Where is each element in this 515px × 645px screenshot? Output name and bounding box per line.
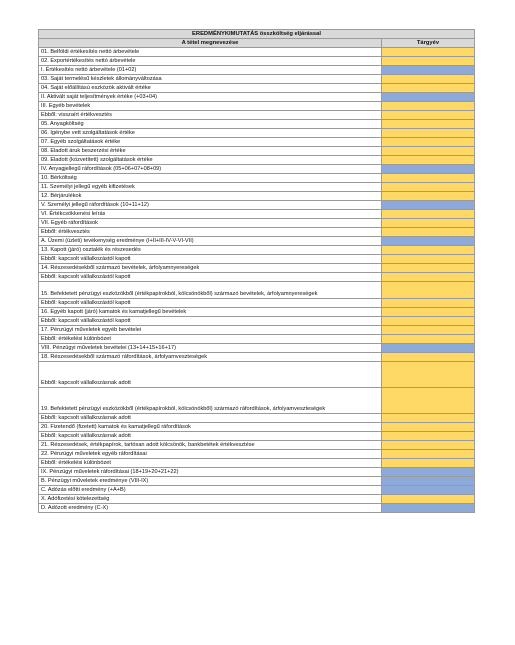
row-label: IV. Anyagjellegű ráfordítások (05+06+07+08+09) bbox=[39, 165, 382, 174]
row-label: B. Pénzügyi műveletek eredménye (VIII-IX) bbox=[39, 477, 382, 486]
row-label: Ebből: értékvesztés bbox=[39, 228, 382, 237]
table-row bbox=[39, 504, 475, 513]
table-row bbox=[39, 156, 475, 165]
value-input-cell[interactable] bbox=[382, 441, 475, 450]
sheet-title: EREDMÉNYKIMUTATÁS összköltség eljárással bbox=[39, 30, 475, 39]
table-row bbox=[39, 326, 475, 335]
item-name-header: A tétel megnevezése bbox=[39, 39, 382, 48]
row-label: VII. Egyéb ráfordítások bbox=[39, 219, 382, 228]
value-input-cell[interactable] bbox=[382, 264, 475, 273]
table-row bbox=[39, 102, 475, 111]
row-label: VI. Értékcsökkenési leírás bbox=[39, 210, 382, 219]
value-input-cell[interactable] bbox=[382, 75, 475, 84]
table-row bbox=[39, 93, 475, 102]
value-input-cell[interactable] bbox=[382, 228, 475, 237]
value-input-cell[interactable] bbox=[382, 459, 475, 468]
value-input-cell[interactable] bbox=[382, 120, 475, 129]
row-label: 17. Pénzügyi műveletek egyéb bevételei bbox=[39, 326, 382, 335]
row-label: 01. Belföldi értékesítés nettó árbevétele bbox=[39, 48, 382, 57]
table-row bbox=[39, 423, 475, 432]
table-row bbox=[39, 255, 475, 264]
row-label: Ebből: kapcsolt vállalkozásnak adott bbox=[39, 432, 382, 441]
row-label: III. Egyéb bevételek bbox=[39, 102, 382, 111]
computed-value-cell[interactable] bbox=[382, 344, 475, 353]
table-row bbox=[39, 246, 475, 255]
row-label: IX. Pénzügyi műveletek ráfordításai (18+19+20+21+22) bbox=[39, 468, 382, 477]
row-label: 06. Igénybe vett szolgáltatások értéke bbox=[39, 129, 382, 138]
computed-value-cell[interactable] bbox=[382, 486, 475, 495]
value-input-cell[interactable] bbox=[382, 210, 475, 219]
table-row bbox=[39, 174, 475, 183]
row-label: 11. Személyi jellegű egyéb kifizetések bbox=[39, 183, 382, 192]
table-row bbox=[39, 353, 475, 362]
table-row bbox=[39, 75, 475, 84]
row-label: 16. Egyéb kapott (járó) kamatok és kamatjellegű bevételek bbox=[39, 308, 382, 317]
table-row bbox=[39, 468, 475, 477]
row-label: Ebből: kapcsolt vállalkozástól kapott bbox=[39, 255, 382, 264]
value-input-cell[interactable] bbox=[382, 308, 475, 317]
computed-value-cell[interactable] bbox=[382, 504, 475, 513]
table-row bbox=[39, 441, 475, 450]
value-input-cell[interactable] bbox=[382, 147, 475, 156]
table-row bbox=[39, 450, 475, 459]
row-label: 21. Részesedések, értékpapírok, tartósan adott kölcsönök, bankbetétek értékvesztése bbox=[39, 441, 382, 450]
value-input-cell[interactable] bbox=[382, 450, 475, 459]
value-input-cell[interactable] bbox=[382, 362, 475, 388]
row-label: 07. Egyéb szolgáltatások értéke bbox=[39, 138, 382, 147]
table-row bbox=[39, 228, 475, 237]
row-label: Ebből: kapcsolt vállalkozástól kapott bbox=[39, 299, 382, 308]
table-row bbox=[39, 237, 475, 246]
row-label: II. Aktivált saját teljesítmények értéke (+03+04) bbox=[39, 93, 382, 102]
value-input-cell[interactable] bbox=[382, 282, 475, 299]
row-label: VIII. Pénzügyi műveletek bevételei (13+14+15+16+17) bbox=[39, 344, 382, 353]
table-row bbox=[39, 48, 475, 57]
row-label: Ebből: kapcsolt vállalkozástól kapott bbox=[39, 317, 382, 326]
row-label: I. Értékesítés nettó árbevétele (01+02) bbox=[39, 66, 382, 75]
value-input-cell[interactable] bbox=[382, 317, 475, 326]
table-row bbox=[39, 219, 475, 228]
table-row bbox=[39, 66, 475, 75]
table-row bbox=[39, 120, 475, 129]
table-row bbox=[39, 138, 475, 147]
value-input-cell[interactable] bbox=[382, 111, 475, 120]
value-input-cell[interactable] bbox=[382, 326, 475, 335]
row-label: 12. Bérjárulékok bbox=[39, 192, 382, 201]
row-label: Ebből: értékelési különbözet bbox=[39, 335, 382, 344]
table-row bbox=[39, 84, 475, 93]
row-label: 05. Anyagköltség bbox=[39, 120, 382, 129]
value-input-cell[interactable] bbox=[382, 84, 475, 93]
table-row bbox=[39, 210, 475, 219]
value-input-cell[interactable] bbox=[382, 388, 475, 414]
value-input-cell[interactable] bbox=[382, 414, 475, 423]
row-label: X. Adófizetési kötelezettség bbox=[39, 495, 382, 504]
table-row bbox=[39, 57, 475, 66]
row-label: 02. Exportértékesítés nettó árbevétele bbox=[39, 57, 382, 66]
value-input-cell[interactable] bbox=[382, 495, 475, 504]
value-input-cell[interactable] bbox=[382, 102, 475, 111]
value-input-cell[interactable] bbox=[382, 423, 475, 432]
income-statement-table bbox=[38, 29, 475, 513]
table-row bbox=[39, 201, 475, 210]
row-label: 18. Részesedésekből származó ráfordítások, árfolyamveszteségek bbox=[39, 353, 382, 362]
value-input-cell[interactable] bbox=[382, 273, 475, 282]
row-label: 15. Befektetett pénzügyi eszközökből (értékpapírokból, kölcsönökből) származó bevételek, árfolyamnyereségek bbox=[39, 282, 382, 299]
computed-value-cell[interactable] bbox=[382, 237, 475, 246]
value-input-cell[interactable] bbox=[382, 192, 475, 201]
value-input-cell[interactable] bbox=[382, 255, 475, 264]
table-row bbox=[39, 486, 475, 495]
value-input-cell[interactable] bbox=[382, 432, 475, 441]
row-label: 09. Eladott (közvetített) szolgáltatások értéke bbox=[39, 156, 382, 165]
computed-value-cell[interactable] bbox=[382, 165, 475, 174]
table-row bbox=[39, 129, 475, 138]
table-row bbox=[39, 264, 475, 273]
row-label: 22. Pénzügyi műveletek egyéb ráfordításai bbox=[39, 450, 382, 459]
table-row bbox=[39, 459, 475, 468]
row-label: Ebből: értékelési különbözet bbox=[39, 459, 382, 468]
row-label: V. Személyi jellegű ráfordítások (10+11+12) bbox=[39, 201, 382, 210]
computed-value-cell[interactable] bbox=[382, 201, 475, 210]
table-row bbox=[39, 335, 475, 344]
table-row bbox=[39, 282, 475, 299]
current-year-header: Tárgyév bbox=[382, 39, 475, 48]
row-label: 14. Részesedésekből származó bevételek, árfolyamnyereségek bbox=[39, 264, 382, 273]
table-row bbox=[39, 317, 475, 326]
row-label: D. Adózott eredmény (C-X) bbox=[39, 504, 382, 513]
table-row bbox=[39, 344, 475, 353]
table-row bbox=[39, 183, 475, 192]
header-row bbox=[39, 39, 475, 48]
table-row bbox=[39, 111, 475, 120]
table-row bbox=[39, 308, 475, 317]
value-input-cell[interactable] bbox=[382, 183, 475, 192]
row-label: 10. Bérköltség bbox=[39, 174, 382, 183]
row-label: Ebből: kapcsolt vállalkozástól kapott bbox=[39, 273, 382, 282]
row-label: C. Adózás előtti eredmény (+A+B) bbox=[39, 486, 382, 495]
computed-value-cell[interactable] bbox=[382, 93, 475, 102]
row-label: 04. Saját előállítású eszközök aktivált értéke bbox=[39, 84, 382, 93]
value-input-cell[interactable] bbox=[382, 156, 475, 165]
table-row bbox=[39, 495, 475, 504]
value-input-cell[interactable] bbox=[382, 138, 475, 147]
table-row bbox=[39, 147, 475, 156]
row-label: 19. Befektetett pénzügyi eszközökből (értékpapírokból, kölcsönökből) származó ráfordítások, árfolyamveszteségek bbox=[39, 388, 382, 414]
value-input-cell[interactable] bbox=[382, 335, 475, 344]
value-input-cell[interactable] bbox=[382, 57, 475, 66]
value-input-cell[interactable] bbox=[382, 174, 475, 183]
value-input-cell[interactable] bbox=[382, 353, 475, 362]
value-input-cell[interactable] bbox=[382, 219, 475, 228]
row-label: 03. Saját termelésű készletek állományváltozása bbox=[39, 75, 382, 84]
table-row bbox=[39, 414, 475, 423]
row-label: Ebből: kapcsolt vállalkozásnak adott bbox=[39, 414, 382, 423]
value-input-cell[interactable] bbox=[382, 246, 475, 255]
title-row bbox=[39, 30, 475, 39]
table-row bbox=[39, 299, 475, 308]
table-row bbox=[39, 273, 475, 282]
computed-value-cell[interactable] bbox=[382, 66, 475, 75]
row-label: Ebből: kapcsolt vállalkozásnak adott bbox=[39, 362, 382, 388]
row-label: 13. Kapott (járó) osztalék és részesedés bbox=[39, 246, 382, 255]
value-input-cell[interactable] bbox=[382, 299, 475, 308]
value-input-cell[interactable] bbox=[382, 48, 475, 57]
table-row bbox=[39, 192, 475, 201]
row-label: 08. Eladott áruk beszerzési értéke bbox=[39, 147, 382, 156]
value-input-cell[interactable] bbox=[382, 129, 475, 138]
table-row bbox=[39, 362, 475, 388]
table-row bbox=[39, 165, 475, 174]
row-label: A. Üzemi (üzleti) tevékenység eredménye (I+II+III-IV-V-VI-VII) bbox=[39, 237, 382, 246]
table-row bbox=[39, 432, 475, 441]
table-row bbox=[39, 477, 475, 486]
row-label: 20. Fizetendő (fizetett) kamatok és kamatjellegű ráfordítások bbox=[39, 423, 382, 432]
table-row bbox=[39, 388, 475, 414]
computed-value-cell[interactable] bbox=[382, 468, 475, 477]
row-label: Ebből: visszaírt értékvesztés bbox=[39, 111, 382, 120]
computed-value-cell[interactable] bbox=[382, 477, 475, 486]
